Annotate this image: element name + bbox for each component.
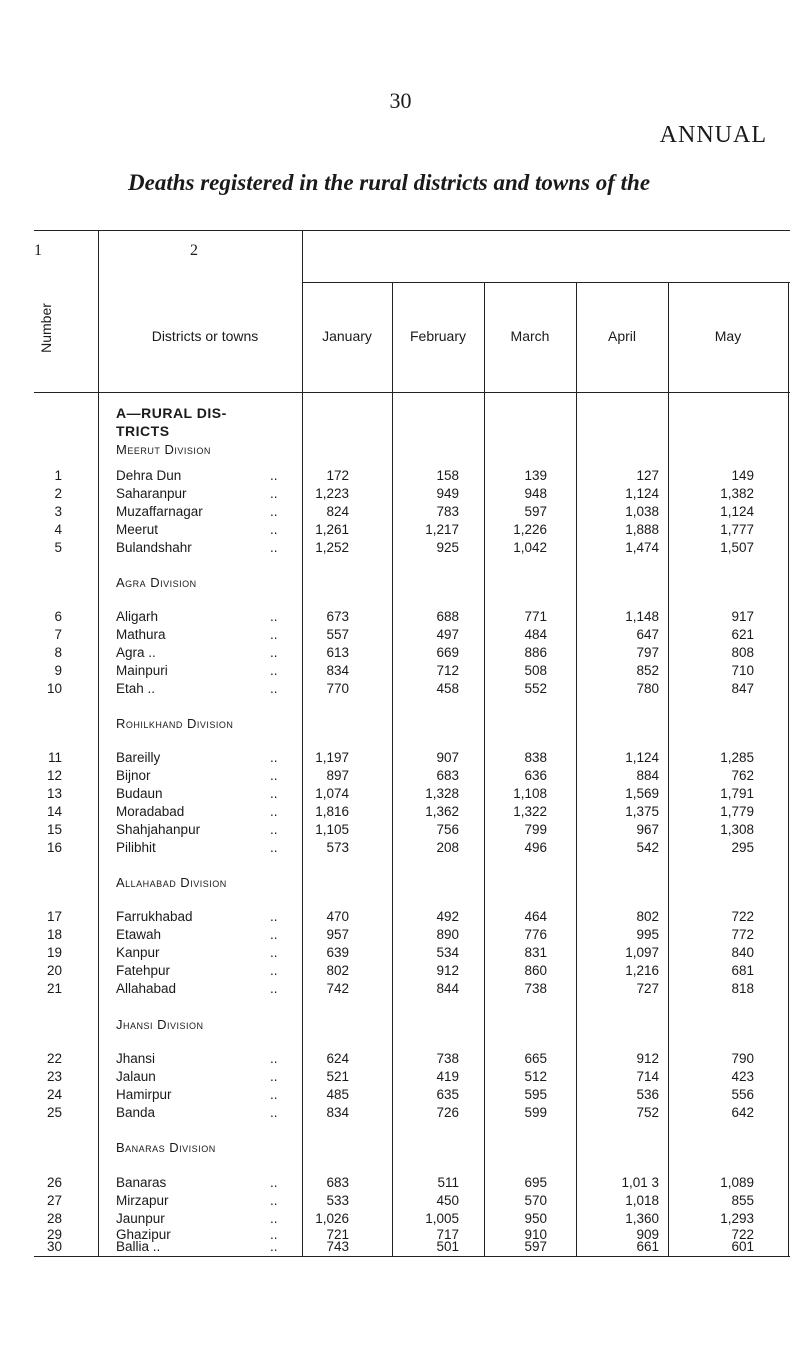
table-row (34, 944, 790, 962)
value-may: 1,124 (720, 504, 754, 519)
value-april: 909 (636, 1227, 659, 1242)
value-january: 683 (326, 1175, 349, 1190)
value-march: 838 (524, 750, 547, 765)
row-number: 14 (46, 804, 62, 819)
value-march: 771 (524, 609, 547, 624)
value-may: 840 (731, 945, 754, 960)
value-january: 1,261 (315, 522, 349, 537)
table-row (34, 1104, 790, 1122)
value-february: 717 (436, 1227, 459, 1242)
value-may: 1,777 (720, 522, 754, 537)
rural-heading-line-2: TRICTS (116, 423, 170, 439)
table-row (34, 980, 790, 998)
value-march: 139 (524, 468, 547, 483)
district-name: Mirzapur (116, 1193, 169, 1208)
value-february: 912 (436, 963, 459, 978)
value-march: 464 (524, 909, 547, 924)
value-may: 149 (731, 468, 754, 483)
row-number: 12 (46, 768, 62, 783)
row-number: 30 (46, 1239, 62, 1254)
row-number: 22 (46, 1051, 62, 1066)
table-row (34, 926, 790, 944)
value-february: 756 (436, 822, 459, 837)
value-february: 1,005 (425, 1211, 459, 1226)
leader-dots: .. (270, 840, 278, 855)
district-name: Allahabad (116, 981, 177, 996)
division-heading: Banaras Division (116, 1140, 216, 1155)
value-january: 1,074 (315, 786, 349, 801)
leader-dots: .. (270, 1087, 278, 1102)
value-march: 597 (524, 1239, 547, 1254)
running-head: ANNUAL (659, 122, 767, 148)
value-march: 695 (524, 1175, 547, 1190)
table-row (34, 785, 790, 803)
value-january: 1,026 (315, 1211, 349, 1226)
district-name: Saharanpur (116, 486, 187, 501)
table-row (34, 680, 790, 698)
value-january: 470 (326, 909, 349, 924)
header-rule (34, 392, 790, 393)
value-january: 897 (326, 768, 349, 783)
value-january: 1,223 (315, 486, 349, 501)
leader-dots: .. (270, 1193, 278, 1208)
value-may: 1,308 (720, 822, 754, 837)
district-name: Meerut (116, 522, 159, 537)
division-heading: Agra Division (116, 575, 197, 590)
district-name: Bijnor (116, 768, 151, 783)
row-number: 23 (46, 1069, 62, 1084)
value-may: 722 (731, 909, 754, 924)
row-number: 29 (46, 1227, 62, 1242)
value-february: 511 (437, 1175, 459, 1190)
value-april: 780 (636, 681, 659, 696)
table-row (34, 644, 790, 662)
value-march: 552 (524, 681, 547, 696)
value-february: 783 (436, 504, 459, 519)
district-name: Mainpuri (116, 663, 168, 678)
value-may: 818 (731, 981, 754, 996)
row-number: 5 (54, 540, 62, 555)
table-row (34, 749, 790, 767)
leader-dots: .. (270, 981, 278, 996)
value-january: 573 (326, 840, 349, 855)
district-name: Dehra Dun (116, 468, 182, 483)
value-february: 683 (436, 768, 459, 783)
value-february: 669 (436, 645, 459, 660)
value-january: 1,252 (315, 540, 349, 555)
value-february: 419 (436, 1069, 459, 1084)
value-march: 665 (524, 1051, 547, 1066)
district-name: Moradabad (116, 804, 185, 819)
row-number: 11 (47, 750, 62, 765)
value-may: 601 (731, 1239, 754, 1254)
table-row (34, 908, 790, 926)
table-row (34, 803, 790, 821)
value-april: 1,360 (625, 1211, 659, 1226)
table-row (34, 767, 790, 785)
row-number: 8 (54, 645, 62, 660)
row-number: 6 (54, 609, 62, 624)
value-january: 1,105 (315, 822, 349, 837)
value-january: 721 (326, 1227, 349, 1242)
rural-districts-heading (116, 404, 227, 440)
district-name: Fatehpur (116, 963, 171, 978)
table-row (34, 503, 790, 521)
value-may: 808 (731, 645, 754, 660)
value-january: 485 (326, 1087, 349, 1102)
leader-dots: .. (270, 504, 278, 519)
rural-heading-line-1: A—RURAL DIS- (116, 405, 227, 421)
value-february: 925 (436, 540, 459, 555)
value-january: 533 (326, 1193, 349, 1208)
value-april: 1,124 (625, 486, 659, 501)
value-may: 855 (731, 1193, 754, 1208)
leader-dots: .. (270, 1211, 278, 1226)
value-april: 802 (636, 909, 659, 924)
row-number: 19 (46, 945, 62, 960)
value-february: 450 (436, 1193, 459, 1208)
value-january: 957 (326, 927, 349, 942)
number-header-text: Number (37, 303, 54, 353)
table-row (34, 1174, 790, 1192)
value-march: 636 (524, 768, 547, 783)
value-may: 681 (731, 963, 754, 978)
value-march: 595 (524, 1087, 547, 1102)
row-number: 1 (54, 468, 62, 483)
value-february: 1,328 (425, 786, 459, 801)
page-number: 30 (389, 88, 412, 113)
row-number: 26 (46, 1175, 62, 1190)
value-april: 1,569 (625, 786, 659, 801)
value-april: 752 (636, 1105, 659, 1120)
value-march: 860 (524, 963, 547, 978)
leader-dots: .. (270, 522, 278, 537)
division-heading: Meerut Division (116, 442, 211, 457)
district-name: Banaras (116, 1175, 167, 1190)
table-row (34, 1086, 790, 1104)
value-january: 834 (326, 1105, 349, 1120)
value-april: 1,375 (625, 804, 659, 819)
value-may: 1,285 (720, 750, 754, 765)
value-april: 1,018 (625, 1193, 659, 1208)
district-name: Bareilly (116, 750, 161, 765)
leader-dots: .. (270, 909, 278, 924)
value-may: 1,382 (720, 486, 754, 501)
row-number: 28 (46, 1211, 62, 1226)
value-april: 1,124 (625, 750, 659, 765)
value-may: 790 (731, 1051, 754, 1066)
value-february: 1,362 (425, 804, 459, 819)
value-march: 597 (524, 504, 547, 519)
value-may: 1,779 (720, 804, 754, 819)
value-may: 1,507 (720, 540, 754, 555)
value-march: 599 (524, 1105, 547, 1120)
number-header (35, 290, 95, 370)
row-number: 27 (46, 1193, 62, 1208)
table-row (34, 1068, 790, 1086)
deaths-table (34, 230, 790, 1258)
value-april: 912 (636, 1051, 659, 1066)
value-january: 770 (326, 681, 349, 696)
row-number: 2 (54, 486, 62, 501)
value-january: 521 (326, 1069, 349, 1084)
bottom-rule (34, 1256, 790, 1257)
value-april: 714 (636, 1069, 659, 1084)
value-april: 797 (636, 645, 659, 660)
row-number: 16 (46, 840, 62, 855)
row-number: 15 (46, 822, 62, 837)
table-row (34, 1238, 790, 1256)
table-row (34, 467, 790, 485)
value-february: 890 (436, 927, 459, 942)
table-row (34, 962, 790, 980)
district-name: Shahjahanpur (116, 822, 201, 837)
leader-dots: .. (270, 945, 278, 960)
district-name: Agra .. (116, 645, 156, 660)
value-february: 949 (436, 486, 459, 501)
value-february: 534 (436, 945, 459, 960)
value-february: 492 (436, 909, 459, 924)
row-number: 18 (46, 927, 62, 942)
value-april: 1,474 (625, 540, 659, 555)
value-may: 772 (731, 927, 754, 942)
value-january: 1,816 (315, 804, 349, 819)
district-name: Mathura (116, 627, 166, 642)
value-january: 673 (326, 609, 349, 624)
value-april: 661 (636, 1239, 659, 1254)
district-name: Budaun (116, 786, 163, 801)
leader-dots: .. (270, 786, 278, 801)
district-name: Jalaun (116, 1069, 156, 1084)
column-number-1: 1 (34, 242, 42, 259)
value-may: 1,089 (720, 1175, 754, 1190)
value-january: 639 (326, 945, 349, 960)
value-february: 712 (436, 663, 459, 678)
month-header-january: January (322, 328, 372, 344)
row-number: 21 (46, 981, 62, 996)
month-header-april: April (607, 328, 636, 344)
value-march: 831 (524, 945, 547, 960)
value-march: 1,108 (513, 786, 547, 801)
value-april: 1,097 (625, 945, 659, 960)
leader-dots: .. (270, 963, 278, 978)
top-rule (34, 230, 790, 231)
district-name: Kanpur (116, 945, 160, 960)
district-name: Ballia .. (116, 1239, 161, 1254)
leader-dots: .. (270, 540, 278, 555)
leader-dots: .. (270, 663, 278, 678)
value-january: 802 (326, 963, 349, 978)
row-number: 20 (46, 963, 62, 978)
table-row (34, 821, 790, 839)
row-number: 17 (46, 909, 62, 924)
leader-dots: .. (270, 486, 278, 501)
month-header-may: May (714, 328, 742, 344)
row-number: 25 (46, 1105, 62, 1120)
leader-dots: .. (270, 468, 278, 483)
value-february: 1,217 (425, 522, 459, 537)
value-march: 738 (524, 981, 547, 996)
district-name: Aligarh (116, 609, 159, 624)
value-april: 995 (636, 927, 659, 942)
value-may: 710 (731, 663, 754, 678)
value-april: 542 (636, 840, 659, 855)
value-march: 1,226 (513, 522, 547, 537)
value-january: 834 (326, 663, 349, 678)
value-april: 1,216 (625, 963, 659, 978)
value-march: 886 (524, 645, 547, 660)
district-name: Banda (116, 1105, 156, 1120)
value-march: 776 (524, 927, 547, 942)
leader-dots: .. (270, 822, 278, 837)
value-january: 613 (326, 645, 349, 660)
value-february: 688 (436, 609, 459, 624)
districts-header: Districts or towns (151, 328, 259, 344)
leader-dots: .. (270, 927, 278, 942)
value-march: 496 (524, 840, 547, 855)
leader-dots: .. (270, 750, 278, 765)
leader-dots: .. (270, 1175, 278, 1190)
value-may: 1,293 (720, 1211, 754, 1226)
division-heading: Allahabad Division (116, 875, 227, 890)
district-name: Bulandshahr (116, 540, 192, 555)
value-february: 458 (436, 681, 459, 696)
value-february: 738 (436, 1051, 459, 1066)
leader-dots: .. (270, 804, 278, 819)
district-name: Ghazipur (116, 1227, 171, 1242)
value-may: 1,791 (720, 786, 754, 801)
value-january: 172 (326, 468, 349, 483)
row-number: 7 (54, 627, 62, 642)
value-february: 501 (436, 1239, 459, 1254)
division-heading: Rohilkhand Division (116, 716, 234, 731)
month-top-rule (302, 282, 790, 283)
value-february: 844 (436, 981, 459, 996)
value-march: 950 (524, 1211, 547, 1226)
value-january: 557 (326, 627, 349, 642)
value-march: 1,042 (513, 540, 547, 555)
value-february: 635 (436, 1087, 459, 1102)
value-january: 743 (326, 1239, 349, 1254)
row-number: 9 (54, 663, 62, 678)
district-name: Jhansi (116, 1051, 156, 1066)
value-april: 127 (636, 468, 659, 483)
value-march: 508 (524, 663, 547, 678)
value-march: 910 (524, 1227, 547, 1242)
district-name: Jaunpur (116, 1211, 165, 1226)
district-name: Farrukhabad (116, 909, 193, 924)
value-april: 1,888 (625, 522, 659, 537)
value-january: 1,197 (315, 750, 349, 765)
value-may: 642 (731, 1105, 754, 1120)
table-row (34, 662, 790, 680)
value-march: 948 (524, 486, 547, 501)
month-header-february: February (409, 328, 467, 344)
table-row (34, 839, 790, 857)
value-march: 484 (524, 627, 547, 642)
value-april: 967 (636, 822, 659, 837)
value-january: 824 (326, 504, 349, 519)
value-april: 536 (636, 1087, 659, 1102)
leader-dots: .. (270, 627, 278, 642)
value-march: 512 (524, 1069, 547, 1084)
leader-dots: .. (270, 1239, 278, 1254)
value-may: 621 (731, 627, 754, 642)
table-caption: Deaths registered in the rural districts and towns of the (128, 170, 651, 195)
value-april: 1,148 (625, 609, 659, 624)
value-april: 884 (636, 768, 659, 783)
row-number: 13 (46, 786, 62, 801)
leader-dots: .. (270, 1105, 278, 1120)
table-row (34, 485, 790, 503)
table-row (34, 521, 790, 539)
division-heading: Jhansi Division (116, 1017, 204, 1032)
value-may: 556 (731, 1087, 754, 1102)
value-may: 722 (731, 1227, 754, 1242)
district-name: Pilibhit (116, 840, 156, 855)
value-february: 158 (436, 468, 459, 483)
leader-dots: .. (270, 645, 278, 660)
value-april: 647 (636, 627, 659, 642)
value-march: 799 (524, 822, 547, 837)
value-february: 907 (436, 750, 459, 765)
leader-dots: .. (270, 681, 278, 696)
district-name: Etawah (116, 927, 162, 942)
value-april: 727 (636, 981, 659, 996)
district-name: Muzaffarnagar (116, 504, 203, 519)
value-may: 295 (731, 840, 754, 855)
table-row (34, 608, 790, 626)
value-may: 847 (731, 681, 754, 696)
value-march: 570 (524, 1193, 547, 1208)
leader-dots: .. (270, 1051, 278, 1066)
row-number: 3 (54, 504, 62, 519)
value-february: 497 (436, 627, 459, 642)
leader-dots: .. (270, 1069, 278, 1084)
district-name: Hamirpur (116, 1087, 172, 1102)
table-row (34, 1050, 790, 1068)
month-header-march: March (510, 328, 550, 344)
value-may: 423 (731, 1069, 754, 1084)
leader-dots: .. (270, 1227, 278, 1242)
value-january: 624 (326, 1051, 349, 1066)
value-january: 742 (326, 981, 349, 996)
row-number: 24 (46, 1087, 62, 1102)
value-april: 1,038 (625, 504, 659, 519)
leader-dots: .. (270, 609, 278, 624)
value-february: 726 (436, 1105, 459, 1120)
value-april: 1,01 3 (621, 1175, 659, 1190)
value-february: 208 (436, 840, 459, 855)
district-name: Etah .. (116, 681, 156, 696)
value-april: 852 (636, 663, 659, 678)
value-march: 1,322 (513, 804, 547, 819)
table-row (34, 1192, 790, 1210)
value-may: 762 (731, 768, 754, 783)
row-number: 4 (54, 522, 62, 537)
table-row (34, 626, 790, 644)
leader-dots: .. (270, 768, 278, 783)
table-row (34, 539, 790, 557)
row-number: 10 (46, 681, 62, 696)
value-may: 917 (731, 609, 754, 624)
column-number-2: 2 (190, 242, 198, 259)
